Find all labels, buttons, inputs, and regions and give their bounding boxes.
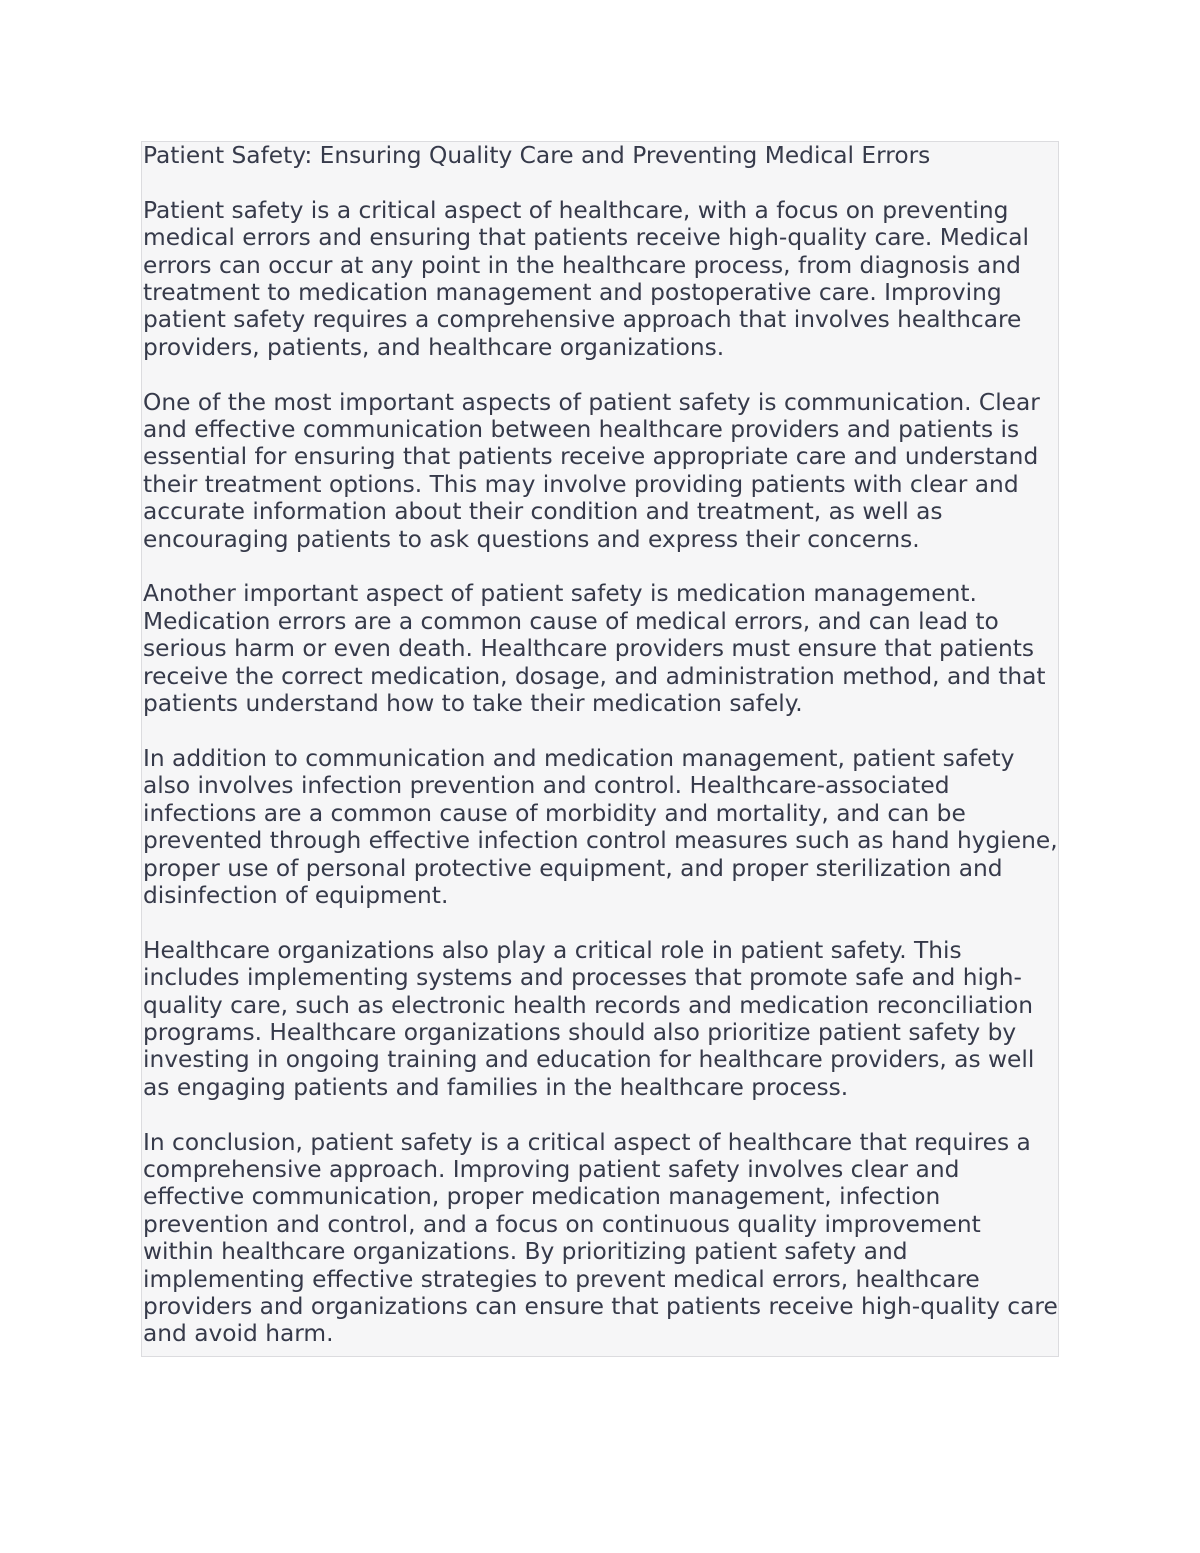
document-title: Patient Safety: Ensuring Quality Care and Preventing Medical Errors [143,142,931,169]
document-text-block [141,141,1059,1357]
paragraph-conclusion: In conclusion, patient safety is a critical aspect of healthcare that requires a comprehensive approach. Improving patient safety involves clear and effective communication, proper medication management, infection prevention and control, and a focus on continuous quality improvement within healthcare organizations. By prioritizing patient safety and implementing effective strategies to prevent medical errors, healthcare providers and organizations can ensure that patients receive high-quality care and avoid harm. [143,1128,1058,1348]
paragraph-infection-control: In addition to communication and medication management, patient safety also involves infection prevention and control. Healthcare-associated infections are a common cause of morbidity and mortality, and can be prevented through effective infection control measures such as hand hygiene, proper use of personal protective equipment, and proper sterilization and disinfection of equipment. [143,744,1058,909]
paragraph-introduction: Patient safety is a critical aspect of healthcare, with a focus on preventing medical errors and ensuring that patients receive high-quality care. Medical errors can occur at any point in the healthcare process, from diagnosis and treatment to medication management and postoperative care. Improving patient safety requires a comprehensive approach that involves healthcare providers, patients, and healthcare organizations. [143,196,1029,361]
paragraph-healthcare-organizations: Healthcare organizations also play a critical role in patient safety. This includes implementing systems and processes that promote safe and high-quality care, such as electronic health records and medication reconciliation programs. Healthcare organizations should also prioritize patient safety by investing in ongoing training and education for healthcare providers, as well as engaging patients and families in the healthcare process. [143,936,1035,1101]
paragraph-medication-management: Another important aspect of patient safety is medication management. Medication errors are a common cause of medical errors, and can lead to serious harm or even death. Healthcare providers must ensure that patients receive the correct medication, dosage, and administration method, and that patients understand how to take their medication safely. [143,580,1046,718]
paragraph-communication: One of the most important aspects of patient safety is communication. Clear and effective communication between healthcare providers and patients is essential for ensuring that patients receive appropriate care and understand their treatment options. This may involve providing patients with clear and accurate information about their condition and treatment, as well as encouraging patients to ask questions and express their concerns. [143,388,1040,553]
